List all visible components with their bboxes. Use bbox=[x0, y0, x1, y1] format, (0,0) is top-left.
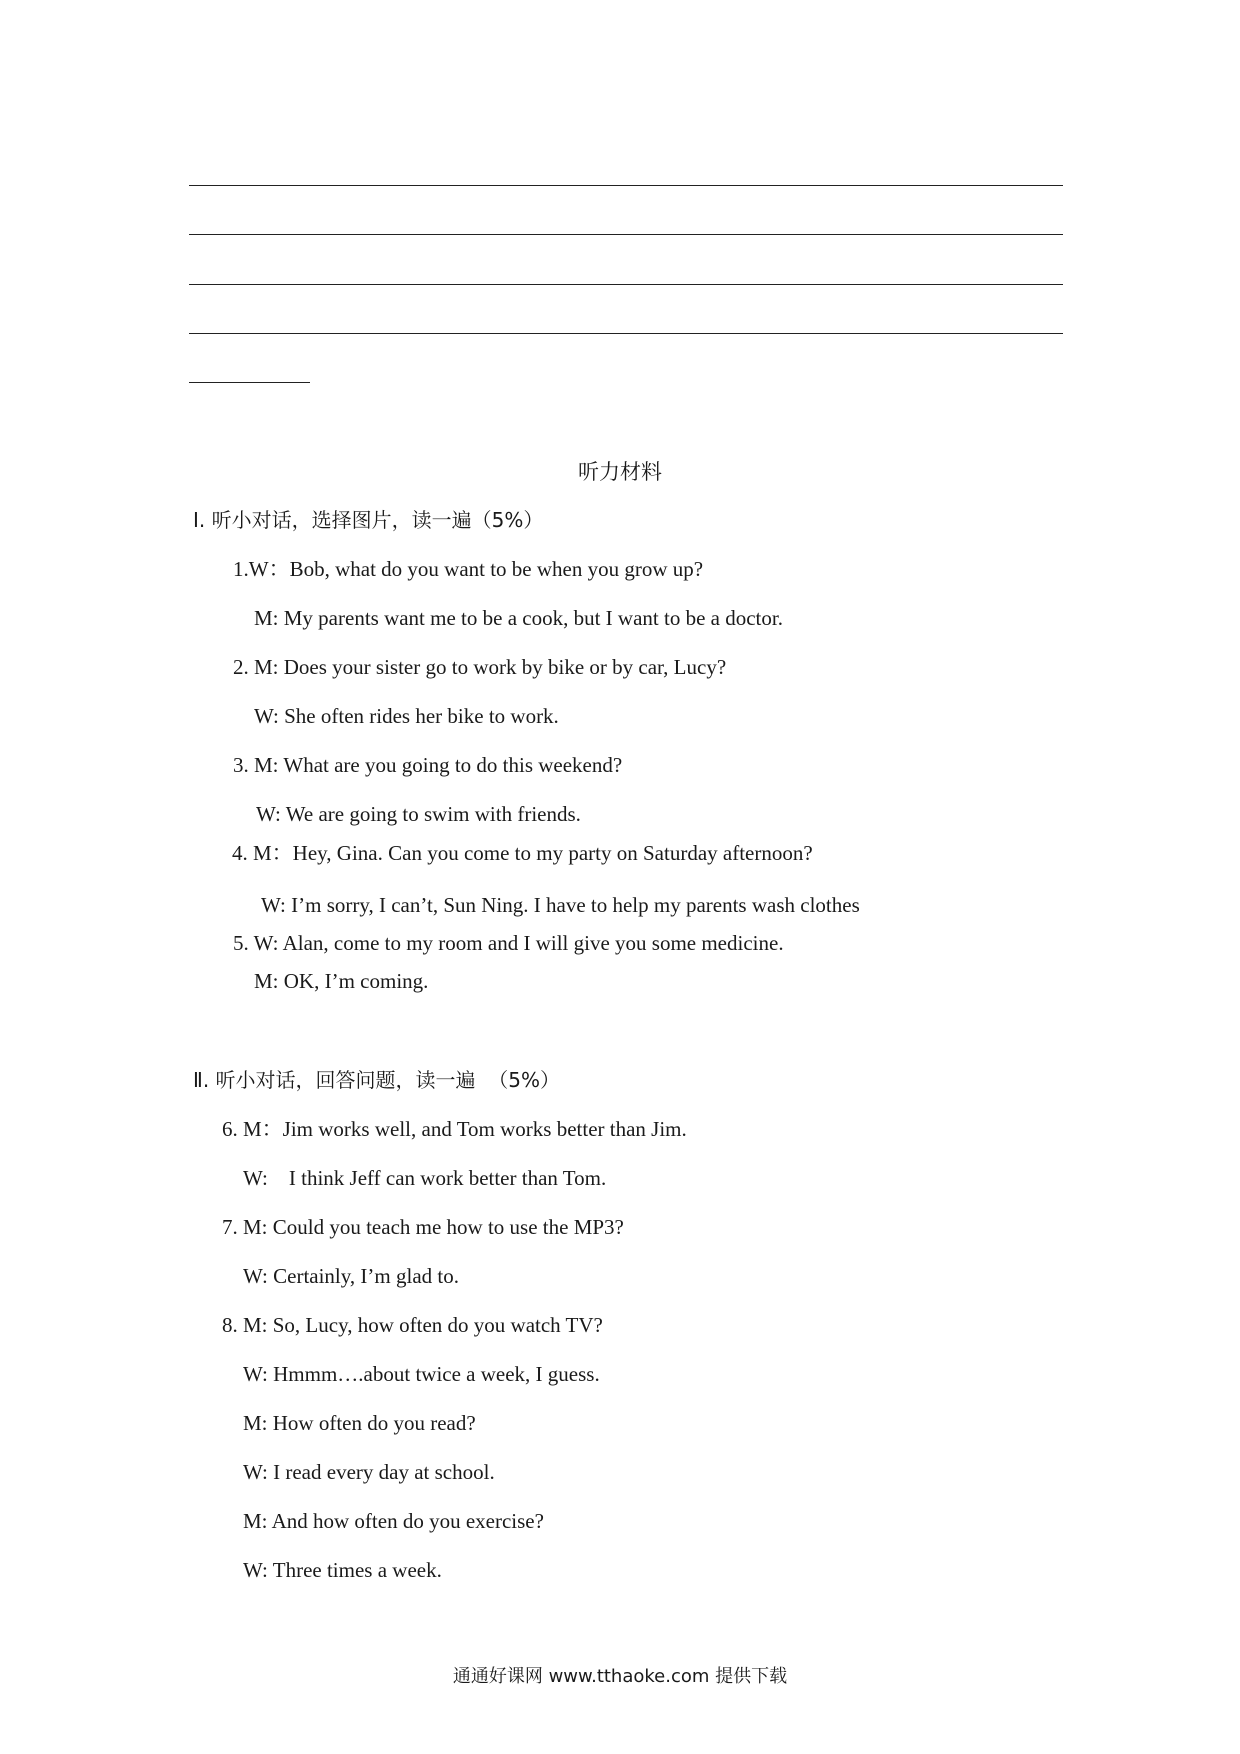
answer-line-3 bbox=[189, 284, 1063, 285]
dialogue-line: W: Hmmm….about twice a week, I guess. bbox=[243, 1362, 600, 1386]
dialogue-line: M: My parents want me to be a cook, but I want to be a doctor. bbox=[254, 606, 783, 630]
section-1-heading: Ⅰ. 听小对话，选择图片，读一遍（5%） bbox=[193, 508, 544, 532]
dialogue-line: 2. M: Does your sister go to work by bike or by car, Lucy? bbox=[233, 655, 727, 679]
dialogue-line: M: And how often do you exercise? bbox=[243, 1509, 544, 1533]
answer-line-2 bbox=[189, 234, 1063, 235]
dialogue-line: M: How often do you read? bbox=[243, 1411, 476, 1435]
answer-line-4 bbox=[189, 333, 1063, 334]
dialogue-line: W: Three times a week. bbox=[243, 1558, 442, 1582]
dialogue-line: M: OK, I’m coming. bbox=[254, 969, 429, 993]
dialogue-line: 1.W：Bob, what do you want to be when you grow up? bbox=[233, 557, 704, 581]
dialogue-line: 5. W: Alan, come to my room and I will give you some medicine. bbox=[233, 931, 784, 955]
dialogue-line: 8. M: So, Lucy, how often do you watch TV? bbox=[222, 1313, 603, 1337]
dialogue-line: W: I think Jeff can work better than Tom. bbox=[243, 1166, 607, 1190]
dialogue-line: 7. M: Could you teach me how to use the MP3? bbox=[222, 1215, 624, 1239]
page-footer: 通通好课网 www.tthaoke.com 提供下载 bbox=[452, 1666, 788, 1687]
dialogue-line: W: I’m sorry, I can’t, Sun Ning. I have to help my parents wash clothes bbox=[261, 893, 860, 917]
dialogue-line: W: We are going to swim with friends. bbox=[256, 802, 581, 826]
dialogue-line: 4. M：Hey, Gina. Can you come to my party on Saturday afternoon? bbox=[232, 841, 813, 865]
section-2-heading: Ⅱ. 听小对话，回答问题，读一遍 （5%） bbox=[193, 1068, 561, 1092]
page-title: 听力材料 bbox=[578, 460, 662, 484]
dialogue-line: W: Certainly, I’m glad to. bbox=[243, 1264, 459, 1288]
dialogue-line: W: She often rides her bike to work. bbox=[254, 704, 559, 728]
dialogue-line: 3. M: What are you going to do this weekend? bbox=[233, 753, 623, 777]
dialogue-line: 6. M：Jim works well, and Tom works better than Jim. bbox=[222, 1117, 687, 1141]
answer-line-1 bbox=[189, 185, 1063, 186]
dialogue-line: W: I read every day at school. bbox=[243, 1460, 495, 1484]
answer-line-5 bbox=[189, 382, 310, 383]
